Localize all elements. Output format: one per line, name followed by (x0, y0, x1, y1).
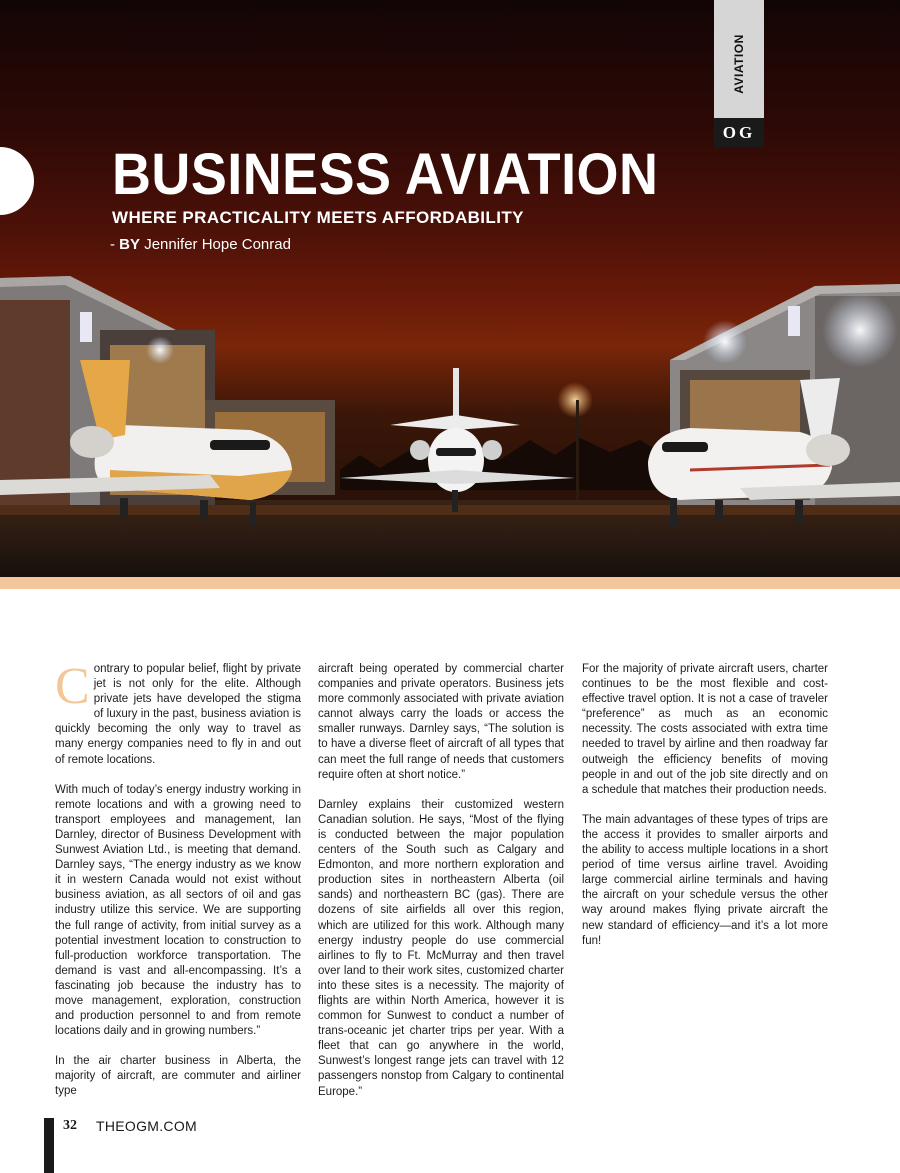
article-column-3 (582, 662, 828, 964)
section-tab-label: AVIATION (732, 34, 746, 94)
page-number: 32 (63, 1118, 77, 1133)
article-column-2 (318, 662, 564, 1115)
section-tab[interactable] (714, 0, 764, 118)
paragraph: Darnley explains their customized western Canadian solution. He says, “Most of the flying is conducted between the major population centers of the South such as Calgary and Edmonton, and more northern exploration and production sites in northeastern Alberta (oil sands) and northeastern BC (gas). There are dozens of site airfields all over this region, which are utilized for this work. Although many energy industry people do use commercial airlines to fly to Ft. McMurray and then travel over land to their work sites, customized charter into these sites is a necessity. The majority of flights are within North America, however it is common for Sunwest to conduct a number of trans-oceanic jet charter trips per year. With a fleet that can go anywhere in the world, Sunwest’s longest range jets can travel with 12 passengers nonstop from Calgary to continental Europe.” (318, 798, 564, 1098)
byline-dash: - (110, 236, 120, 253)
accent-band (0, 577, 900, 589)
article-column-1 (55, 658, 301, 1115)
site-link[interactable]: THEOGM.COM (96, 1118, 197, 1134)
hero-photo (0, 0, 900, 577)
byline (110, 236, 291, 253)
paragraph: With much of today’s energy industry working in remote locations and with a growing need to transport employees and management, Ian Darnley, director of Business Development with Sunwest Aviation Ltd., is meeting that demand. Darnley says, “The energy industry as we know it in western Canada would not exist without business aviation, as all sectors of oil and gas industry utilize this service. We are supporting the full range of activity, from initial survey as a potential investment location to construction to full-production workforce transportation. The demand is vast and all-encompassing. It’s a fascinating job because the industry has to move management, exploration, construction and production personnel to and from remote locations daily and in growing numbers.” (55, 783, 301, 1038)
paragraph: In the air charter business in Alberta, the majority of aircraft, are commuter and airliner type (55, 1055, 301, 1098)
article-title: BUSINESS AVIATION (112, 142, 659, 207)
paragraph-text: ontrary to popular belief, flight by private jet is not only for the elite. Although private jets have developed the stigma of luxury in the past, business aviation is quickly becoming the only way to travel as many energy companies need to fly in and out of remote locations. (55, 663, 301, 766)
footer-bar (44, 1118, 54, 1173)
paragraph: The main advantages of these types of trips are the access it provides to smaller airports and the ability to access multiple locations in a short period of time versus airline travel. Avoiding large commercial airline terminals and having the aircraft on your schedule versus the other way around makes flying private aircraft the new standard of efficiency—and it’s a lot more fun! (582, 813, 828, 947)
paragraph (55, 658, 301, 768)
og-logo: OG (714, 118, 764, 147)
jets-at-hangar-illustration (0, 0, 900, 577)
paragraph: aircraft being operated by commercial charter companies and private operators. Business jets more commonly associated with private aviation cannot always carry the loads or access the smaller runways. Darnley says, “The solution is to have a diverse fleet of aircraft of all types that can meet the full range of needs that customers require often at short notice.” (318, 663, 564, 781)
drop-cap: C (55, 658, 90, 715)
paragraph: For the majority of private aircraft users, charter continues to be the most flexible and cost-effective travel option. It is not a case of traveler “preference” as much as an economic necessity. The costs associated with extra time needed to travel by airline and then roadway far outweigh the efficiency benefits of moving people in and out of the job site directly and on a schedule that matches their production needs. (582, 663, 828, 796)
middle-jet-shape (340, 368, 575, 512)
byline-author: Jennifer Hope Conrad (144, 236, 291, 253)
article-subtitle: WHERE PRACTICALITY MEETS AFFORDABILITY (112, 208, 524, 227)
byline-by: BY (119, 236, 141, 253)
